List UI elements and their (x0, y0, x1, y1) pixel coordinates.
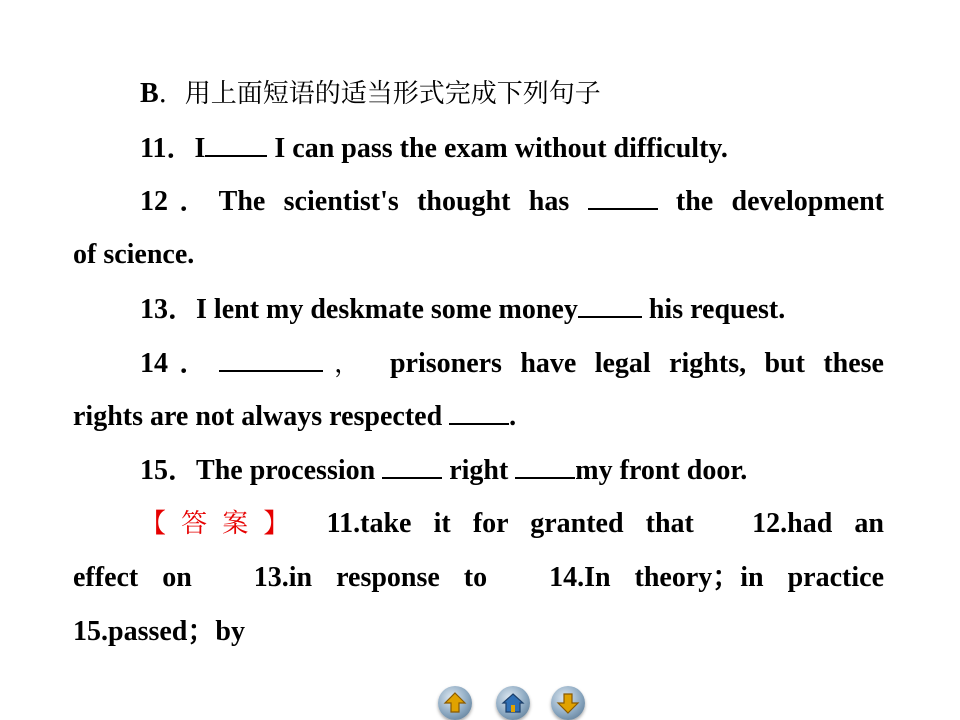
question-separator: ． (168, 294, 197, 325)
question-separator: ． (168, 455, 197, 486)
section-heading (140, 77, 601, 111)
home-icon (501, 691, 525, 715)
section-separator: ． (158, 79, 185, 109)
section-title: 用上面短语的适当形式完成下列句子 (184, 79, 601, 109)
question-text: The procession (196, 455, 383, 486)
next-arrow-icon (556, 691, 580, 715)
question-separator: ． (168, 348, 219, 379)
question-text: my front door. (575, 455, 748, 486)
question-number: 13 (140, 294, 168, 325)
answer-text: 11.take it for granted that 12.had an (326, 508, 884, 539)
question-12-continuation: of science. (73, 239, 195, 270)
answer-blank (205, 131, 267, 157)
question-text: . (509, 401, 517, 432)
question-separator: ． (168, 186, 219, 217)
question-number: 14 (140, 348, 168, 379)
home-button[interactable] (496, 686, 530, 720)
answer-line-3: 15.passed；by (73, 616, 245, 647)
question-13 (140, 292, 785, 327)
answer-blank (449, 399, 509, 425)
question-14-continuation (73, 399, 516, 434)
answer-blank (382, 453, 442, 479)
answer-line-2: effect on 13.in response to 14.In theory；in practice (73, 562, 884, 593)
question-text: I (194, 133, 206, 164)
answer-blank (515, 453, 575, 479)
section-letter: B (140, 78, 159, 109)
question-text: right (442, 455, 516, 486)
answer-label: 【答案】 (140, 509, 305, 539)
question-separator: ． (166, 133, 195, 164)
question-text: rights are not always respected (73, 401, 450, 432)
question-number: 11 (140, 133, 167, 164)
question-text: his request. (641, 294, 786, 325)
question-comma: ， (322, 349, 372, 379)
next-button[interactable] (551, 686, 585, 720)
question-text: the development (657, 186, 884, 217)
prev-arrow-icon (443, 691, 467, 715)
answer-blank (588, 184, 658, 210)
question-11 (140, 131, 728, 166)
question-number: 15 (140, 455, 168, 486)
question-15 (140, 453, 747, 488)
answer-line-1 (140, 507, 884, 541)
answer-blank (578, 292, 642, 318)
answer-blank (219, 346, 323, 372)
question-text: I lent my deskmate some money (196, 294, 578, 325)
prev-button[interactable] (438, 686, 472, 720)
question-text: The scientist's thought has (218, 186, 588, 217)
question-text: prisoners have legal rights, but these (389, 348, 884, 379)
question-number: 12 (140, 186, 168, 217)
question-text: I can pass the exam without difficulty. (267, 133, 728, 164)
question-12 (140, 184, 884, 219)
question-14 (140, 346, 884, 381)
